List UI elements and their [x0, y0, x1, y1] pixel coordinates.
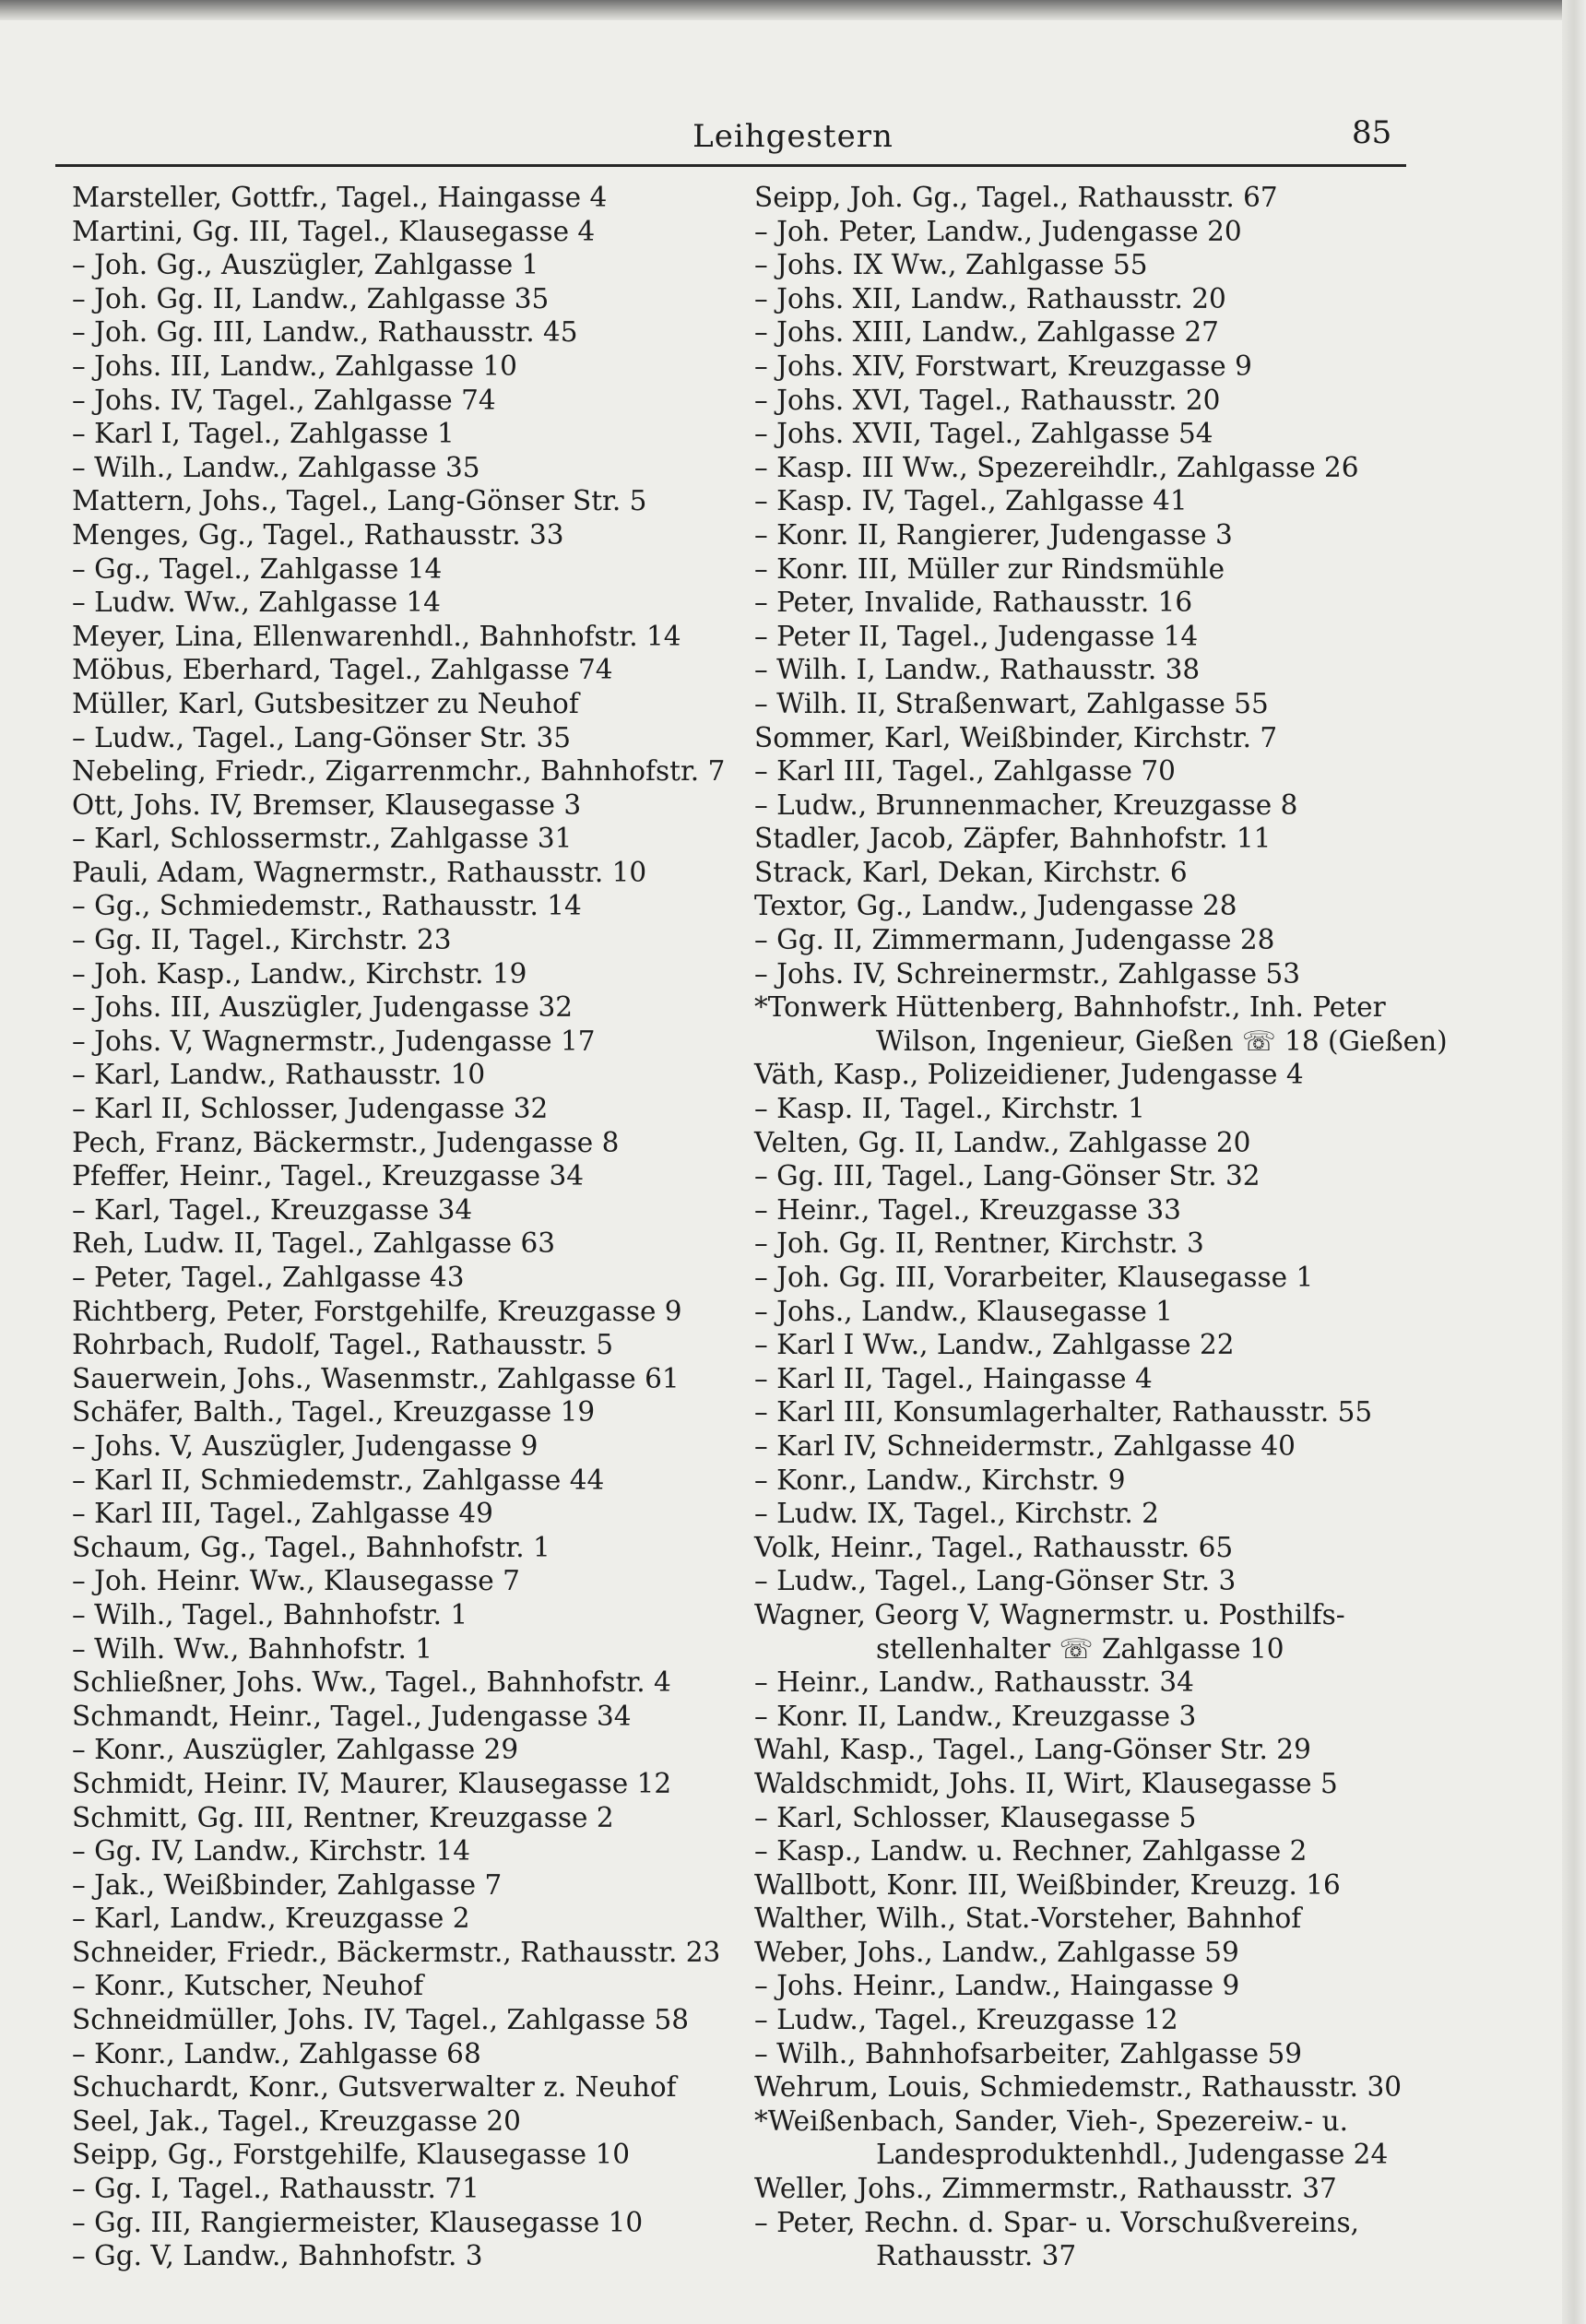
- directory-entry: – Joh. Heinr. Ww., Klausegasse 7: [72, 1565, 520, 1597]
- directory-entry: – Gg., Schmiedemstr., Rathausstr. 14: [72, 890, 582, 922]
- directory-column-right: [754, 181, 1455, 2273]
- directory-entry: – Karl, Landw., Kreuzgasse 2: [72, 1903, 470, 1935]
- directory-entry: – Johs. IV, Schreinermstr., Zahlgasse 53: [754, 957, 1301, 990]
- directory-entry: – Joh. Gg. III, Vorarbeiter, Klausegasse 1: [754, 1262, 1314, 1293]
- directory-entry: Reh, Ludw. II, Tagel., Zahlgasse 63: [72, 1227, 555, 1260]
- directory-entry: – Ludw. Ww., Zahlgasse 14: [72, 587, 441, 619]
- directory-entry: Schneidmüller, Johs. IV, Tagel., Zahlgasse 58: [72, 2004, 689, 2036]
- directory-entry: – Gg. III, Tagel., Lang-Gönser Str. 32: [754, 1160, 1261, 1192]
- directory-entry: Rohrbach, Rudolf, Tagel., Rathausstr. 5: [72, 1329, 614, 1361]
- directory-entry: – Johs. III, Landw., Zahlgasse 10: [72, 350, 517, 382]
- directory-entry: – Kasp. III Ww., Spezereihdlr., Zahlgasse 26: [754, 451, 1359, 483]
- directory-entry: – Wilh. Ww., Bahnhofstr. 1: [72, 1632, 433, 1665]
- directory-entry: Mattern, Johs., Tagel., Lang-Gönser Str. 5: [72, 485, 647, 517]
- directory-entry: – Joh. Gg. II, Rentner, Kirchstr. 3: [754, 1227, 1204, 1260]
- directory-entry: – Konr. II, Rangierer, Judengasse 3: [754, 518, 1233, 551]
- directory-entry: – Karl, Landw., Rathausstr. 10: [72, 1059, 486, 1091]
- directory-entry: – Ludw., Tagel., Kreuzgasse 12: [754, 2004, 1178, 2036]
- directory-entry: – Johs. XIII, Landw., Zahlgasse 27: [754, 316, 1219, 349]
- directory-entry: – Ludw., Brunnenmacher, Kreuzgasse 8: [754, 788, 1298, 821]
- directory-entry: Schmidt, Heinr. IV, Maurer, Klausegasse 12: [72, 1767, 672, 1799]
- directory-entry: – Johs. IV, Tagel., Zahlgasse 74: [72, 384, 496, 416]
- directory-entry: Stadler, Jacob, Zäpfer, Bahnhofstr. 11: [754, 823, 1272, 855]
- directory-entry: – Joh. Gg. III, Landw., Rathausstr. 45: [72, 316, 578, 349]
- directory-entry: Sauerwein, Johs., Wasenmstr., Zahlgasse 61: [72, 1362, 680, 1394]
- directory-entry: Schuchardt, Konr., Gutsverwalter z. Neuhof: [72, 2071, 677, 2104]
- directory-entry: Wagner, Georg V, Wagnermstr. u. Posthilfs-: [754, 1598, 1345, 1630]
- directory-entry: – Wilh., Bahnhofsarbeiter, Zahlgasse 59: [754, 2037, 1303, 2069]
- directory-entry: – Karl III, Konsumlagerhalter, Rathausstr. 55: [754, 1396, 1373, 1429]
- directory-entry: Wahl, Kasp., Tagel., Lang-Gönser Str. 29: [754, 1734, 1311, 1766]
- directory-entry: – Joh. Gg., Auszügler, Zahlgasse 1: [72, 249, 539, 281]
- directory-entry: – Johs. III, Auszügler, Judengasse 32: [72, 991, 573, 1024]
- directory-entry: Schäfer, Balth., Tagel., Kreuzgasse 19: [72, 1396, 596, 1429]
- directory-entry: – Konr., Auszügler, Zahlgasse 29: [72, 1734, 519, 1766]
- directory-entry: – Gg. I, Tagel., Rathausstr. 71: [72, 2173, 479, 2205]
- directory-entry: Schließner, Johs. Ww., Tagel., Bahnhofstr. 4: [72, 1666, 671, 1699]
- directory-entry: – Karl, Schlossermstr., Zahlgasse 31: [72, 823, 573, 855]
- page-header: [0, 109, 1586, 164]
- directory-entry: Schmitt, Gg. III, Rentner, Kreuzgasse 2: [72, 1801, 614, 1833]
- directory-entry: Möbus, Eberhard, Tagel., Zahlgasse 74: [72, 654, 613, 686]
- directory-entry: Ott, Johs. IV, Bremser, Klausegasse 3: [72, 788, 582, 821]
- directory-entry: Sommer, Karl, Weißbinder, Kirchstr. 7: [754, 721, 1278, 753]
- directory-entry: – Konr., Landw., Zahlgasse 68: [72, 2037, 481, 2069]
- directory-entry: – Johs., Landw., Klausegasse 1: [754, 1295, 1173, 1327]
- directory-entry: *Tonwerk Hüttenberg, Bahnhofstr., Inh. Peter: [754, 991, 1386, 1024]
- directory-entry: Wallbott, Konr. III, Weißbinder, Kreuzg. 16: [754, 1868, 1341, 1901]
- directory-entry: Väth, Kasp., Polizeidiener, Judengasse 4: [754, 1059, 1304, 1091]
- directory-entry: Pfeffer, Heinr., Tagel., Kreuzgasse 34: [72, 1160, 585, 1192]
- directory-entry: Pauli, Adam, Wagnermstr., Rathausstr. 10: [72, 856, 647, 888]
- directory-entry: stellenhalter ☏ Zahlgasse 10: [876, 1632, 1284, 1665]
- scan-top-edge: [0, 0, 1586, 20]
- directory-entry: – Heinr., Tagel., Kreuzgasse 33: [754, 1193, 1181, 1226]
- directory-entry: Waldschmidt, Johs. II, Wirt, Klausegasse 5: [754, 1767, 1338, 1799]
- directory-entry: – Ludw., Tagel., Lang-Gönser Str. 3: [754, 1565, 1237, 1597]
- directory-entry: – Joh. Peter, Landw., Judengasse 20: [754, 215, 1242, 247]
- directory-entry: Wehrum, Louis, Schmiedemstr., Rathausstr. 30: [754, 2071, 1402, 2104]
- directory-entry: Meyer, Lina, Ellenwarenhdl., Bahnhofstr. 14: [72, 620, 681, 652]
- directory-entry: – Karl III, Tagel., Zahlgasse 70: [754, 755, 1176, 788]
- directory-entry: Volk, Heinr., Tagel., Rathausstr. 65: [754, 1531, 1234, 1563]
- directory-entry: Müller, Karl, Gutsbesitzer zu Neuhof: [72, 687, 579, 719]
- directory-entry: – Johs. IX Ww., Zahlgasse 55: [754, 249, 1148, 281]
- directory-entry: – Peter, Rechn. d. Spar- u. Vorschußvereins,: [754, 2206, 1359, 2238]
- directory-entry: – Peter, Tagel., Zahlgasse 43: [72, 1262, 465, 1293]
- directory-entry: – Karl I, Tagel., Zahlgasse 1: [72, 418, 455, 450]
- directory-entry: – Konr., Landw., Kirchstr. 9: [754, 1464, 1126, 1496]
- directory-entry: – Kasp. II, Tagel., Kirchstr. 1: [754, 1093, 1145, 1125]
- directory-entry: Rathausstr. 37: [876, 2240, 1077, 2272]
- directory-entry: – Konr. II, Landw., Kreuzgasse 3: [754, 1700, 1197, 1732]
- directory-entry: Richtberg, Peter, Forstgehilfe, Kreuzgasse 9: [72, 1295, 682, 1327]
- directory-entry: – Konr. III, Müller zur Rindsmühle: [754, 552, 1225, 585]
- directory-entry: – Karl II, Tagel., Haingasse 4: [754, 1362, 1153, 1394]
- directory-entry: – Peter II, Tagel., Judengasse 14: [754, 620, 1199, 652]
- directory-entry: – Gg. II, Tagel., Kirchstr. 23: [72, 924, 452, 956]
- directory-entry: – Johs. XVII, Tagel., Zahlgasse 54: [754, 418, 1213, 450]
- directory-entry: – Gg. IV, Landw., Kirchstr. 14: [72, 1835, 471, 1868]
- directory-entry: Textor, Gg., Landw., Judengasse 28: [754, 890, 1237, 922]
- directory-entry: – Johs. Heinr., Landw., Haingasse 9: [754, 1970, 1240, 2002]
- directory-entry: – Joh. Gg. II, Landw., Zahlgasse 35: [72, 282, 550, 314]
- directory-entry: – Karl, Schlosser, Klausegasse 5: [754, 1801, 1197, 1833]
- directory-entry: Walther, Wilh., Stat.-Vorsteher, Bahnhof: [754, 1903, 1302, 1935]
- directory-entry: – Karl, Tagel., Kreuzgasse 34: [72, 1193, 473, 1226]
- directory-entry: – Ludw., Tagel., Lang-Gönser Str. 35: [72, 721, 572, 753]
- header-rule: [55, 164, 1406, 167]
- directory-entry: Seel, Jak., Tagel., Kreuzgasse 20: [72, 2105, 521, 2137]
- directory-entry: Schneider, Friedr., Bäckermstr., Rathausstr. 23: [72, 1936, 721, 1968]
- directory-entry: Weller, Johs., Zimmermstr., Rathausstr. 37: [754, 2173, 1337, 2205]
- directory-entry: *Weißenbach, Sander, Vieh-, Spezereiw.- u.: [754, 2105, 1349, 2137]
- directory-entry: Seipp, Gg., Forstgehilfe, Klausegasse 10: [72, 2139, 631, 2171]
- directory-entry: – Kasp., Landw. u. Rechner, Zahlgasse 2: [754, 1835, 1308, 1868]
- directory-entry: Velten, Gg. II, Landw., Zahlgasse 20: [754, 1126, 1251, 1158]
- directory-entry: – Wilh., Tagel., Bahnhofstr. 1: [72, 1598, 468, 1630]
- directory-entry: Weber, Johs., Landw., Zahlgasse 59: [754, 1936, 1239, 1968]
- directory-entry: – Karl II, Schlosser, Judengasse 32: [72, 1093, 549, 1125]
- directory-entry: – Karl III, Tagel., Zahlgasse 49: [72, 1498, 493, 1530]
- page-number: 85: [1352, 114, 1392, 151]
- directory-entry: Schaum, Gg., Tagel., Bahnhofstr. 1: [72, 1531, 550, 1563]
- directory-entry: – Wilh., Landw., Zahlgasse 35: [72, 451, 480, 483]
- scan-right-edge: [1562, 0, 1586, 2324]
- directory-entry: – Kasp. IV, Tagel., Zahlgasse 41: [754, 485, 1188, 517]
- directory-entry: – Jak., Weißbinder, Zahlgasse 7: [72, 1868, 503, 1901]
- directory-entry: – Wilh. I, Landw., Rathausstr. 38: [754, 654, 1201, 686]
- directory-entry: – Heinr., Landw., Rathausstr. 34: [754, 1666, 1194, 1699]
- directory-entry: – Gg. V, Landw., Bahnhofstr. 3: [72, 2240, 483, 2272]
- directory-column-left: [72, 181, 736, 2273]
- directory-entry: Wilson, Ingenieur, Gießen ☏ 18 (Gießen): [876, 1025, 1448, 1057]
- directory-entry: – Peter, Invalide, Rathausstr. 16: [754, 587, 1193, 619]
- directory-entry: – Johs. V, Auszügler, Judengasse 9: [72, 1429, 539, 1462]
- directory-entry: – Karl I Ww., Landw., Zahlgasse 22: [754, 1329, 1235, 1361]
- directory-entry: Seipp, Joh. Gg., Tagel., Rathausstr. 67: [754, 182, 1278, 213]
- directory-entry: – Gg. III, Rangiermeister, Klausegasse 10: [72, 2206, 644, 2238]
- directory-entry: – Johs. XII, Landw., Rathausstr. 20: [754, 282, 1226, 314]
- directory-entry: – Johs. V, Wagnermstr., Judengasse 17: [72, 1025, 596, 1057]
- directory-entry: – Ludw. IX, Tagel., Kirchstr. 2: [754, 1498, 1159, 1530]
- directory-entry: – Karl IV, Schneidermstr., Zahlgasse 40: [754, 1429, 1296, 1462]
- directory-entry: Landesproduktenhdl., Judengasse 24: [876, 2139, 1389, 2171]
- directory-entry: – Karl II, Schmiedemstr., Zahlgasse 44: [72, 1464, 605, 1496]
- directory-entry: – Joh. Kasp., Landw., Kirchstr. 19: [72, 957, 527, 990]
- directory-entry: Pech, Franz, Bäckermstr., Judengasse 8: [72, 1126, 620, 1158]
- directory-entry: – Wilh. II, Straßenwart, Zahlgasse 55: [754, 687, 1269, 719]
- directory-entry: Schmandt, Heinr., Tagel., Judengasse 34: [72, 1700, 632, 1732]
- directory-entry: Strack, Karl, Dekan, Kirchstr. 6: [754, 856, 1188, 888]
- page-title: Leihgestern: [692, 118, 894, 155]
- directory-entry: Menges, Gg., Tagel., Rathausstr. 33: [72, 518, 564, 551]
- directory-entry: – Gg. II, Zimmermann, Judengasse 28: [754, 924, 1275, 956]
- directory-entry: Nebeling, Friedr., Zigarrenmchr., Bahnhofstr. 7: [72, 755, 726, 788]
- directory-entry: Marsteller, Gottfr., Tagel., Haingasse 4: [72, 182, 608, 213]
- directory-entry: Martini, Gg. III, Tagel., Klausegasse 4: [72, 215, 596, 247]
- directory-entry: – Konr., Kutscher, Neuhof: [72, 1970, 424, 2002]
- directory-entry: – Gg., Tagel., Zahlgasse 14: [72, 552, 443, 585]
- directory-entry: – Johs. XVI, Tagel., Rathausstr. 20: [754, 384, 1221, 416]
- directory-entry: – Johs. XIV, Forstwart, Kreuzgasse 9: [754, 350, 1252, 382]
